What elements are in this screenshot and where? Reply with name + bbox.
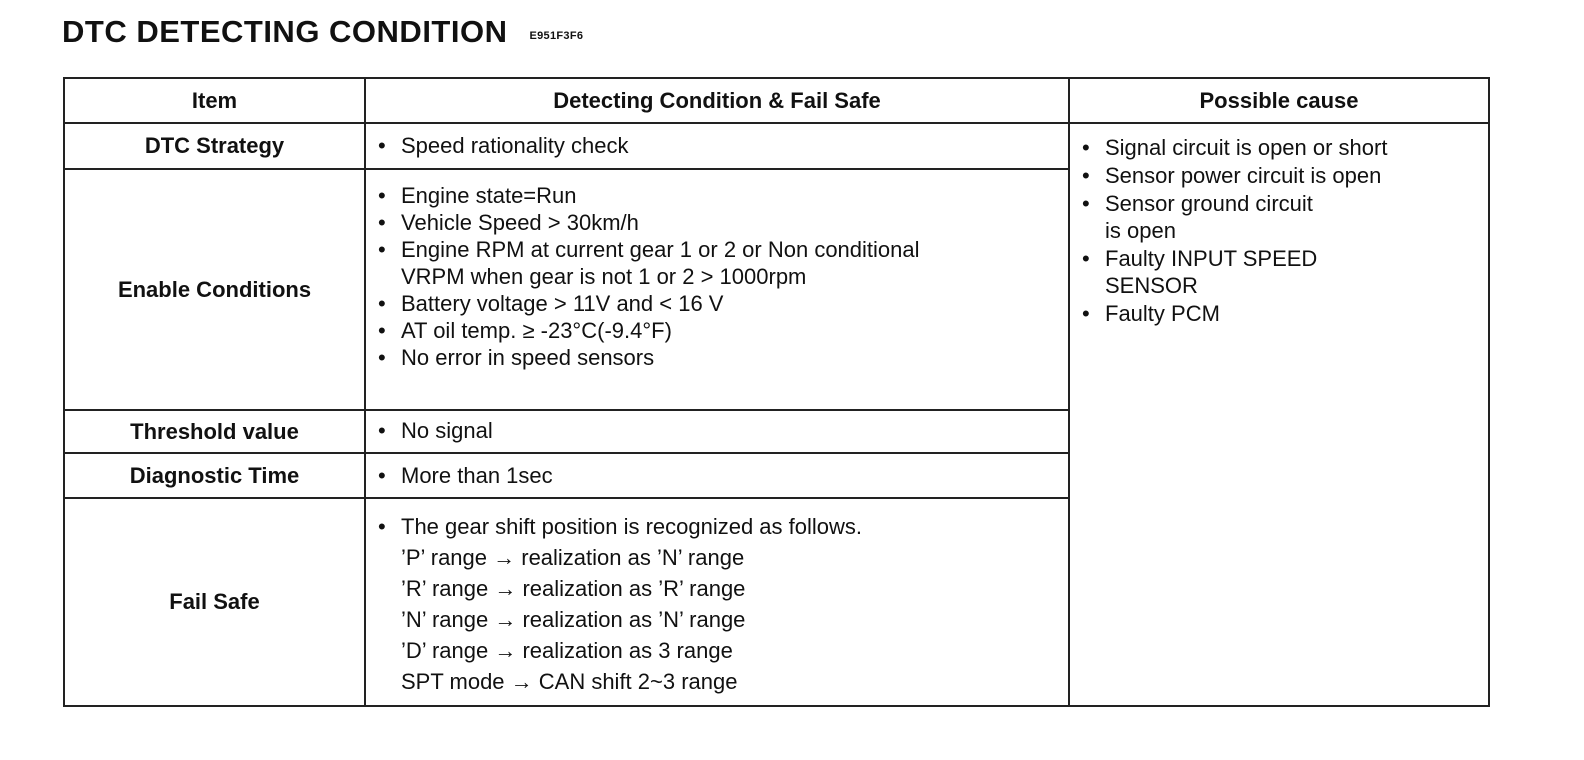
table-row-dtc-strategy	[64, 123, 1489, 169]
header-condition: Detecting Condition & Fail Safe	[365, 78, 1069, 123]
fail-safe-line: ’R’ range → realization as ’R’ range	[401, 576, 746, 601]
item-fail-safe: Fail Safe	[64, 498, 365, 706]
condition-dtc-strategy	[365, 123, 1069, 169]
condition-bullet	[376, 236, 1058, 290]
condition-bullet: • Battery voltage > 11V and < 16 V	[376, 290, 1058, 317]
condition-bullet: • Engine state=Run	[376, 182, 1058, 209]
condition-bullet: • No signal	[376, 417, 1058, 444]
condition-bullet: • Speed rationality check	[376, 132, 1058, 159]
fail-safe-line: ’N’ range → realization as ’N’ range	[401, 607, 746, 632]
condition-bullet: • No error in speed sensors	[376, 344, 1058, 371]
fail-safe-line: ’D’ range → realization as 3 range	[401, 638, 733, 663]
fail-safe-line: ’P’ range → realization as ’N’ range	[401, 545, 745, 570]
condition-fail-safe	[365, 498, 1069, 706]
header-row	[64, 78, 1489, 123]
cause-bullet	[1080, 245, 1480, 299]
condition-bullet: • The gear shift position is recognized as follows.	[376, 511, 1058, 542]
cause-text: Faulty INPUT SPEED	[1105, 246, 1318, 271]
title-text: DTC DETECTING CONDITION	[62, 14, 508, 49]
condition-bullet: • Vehicle Speed > 30km/h	[376, 209, 1058, 236]
cause-bullet: • Faulty PCM	[1080, 300, 1480, 327]
condition-text: Engine RPM at current gear 1 or 2 or Non conditional	[401, 237, 920, 262]
item-dtc-strategy: DTC Strategy	[64, 123, 365, 169]
cause-continuation: is open	[1105, 218, 1176, 243]
condition-enable-conditions	[365, 169, 1069, 410]
cause-bullet: • Sensor power circuit is open	[1080, 162, 1480, 189]
item-threshold-value: Threshold value	[64, 410, 365, 453]
possible-cause-cell	[1069, 123, 1489, 706]
cause-continuation: SENSOR	[1105, 273, 1198, 298]
cause-bullet	[1080, 190, 1480, 244]
fail-safe-mapping	[376, 542, 1058, 697]
document-code: E951F3F6	[529, 30, 584, 42]
page-title	[62, 14, 583, 50]
condition-threshold-value	[365, 410, 1069, 453]
condition-diagnostic-time	[365, 453, 1069, 498]
cause-text: Sensor ground circuit	[1105, 191, 1313, 216]
condition-continuation: VRPM when gear is not 1 or 2 > 1000rpm	[401, 264, 807, 289]
condition-bullet: • AT oil temp. ≥ -23°C(-9.4°F)	[376, 317, 1058, 344]
item-enable-conditions: Enable Conditions	[64, 169, 365, 410]
condition-bullet: • More than 1sec	[376, 462, 1058, 489]
item-diagnostic-time: Diagnostic Time	[64, 453, 365, 498]
fail-safe-line: SPT mode → CAN shift 2~3 range	[401, 669, 738, 694]
cause-bullet: • Signal circuit is open or short	[1080, 134, 1480, 161]
header-cause: Possible cause	[1069, 78, 1489, 123]
dtc-condition-table	[63, 77, 1490, 707]
header-item: Item	[64, 78, 365, 123]
